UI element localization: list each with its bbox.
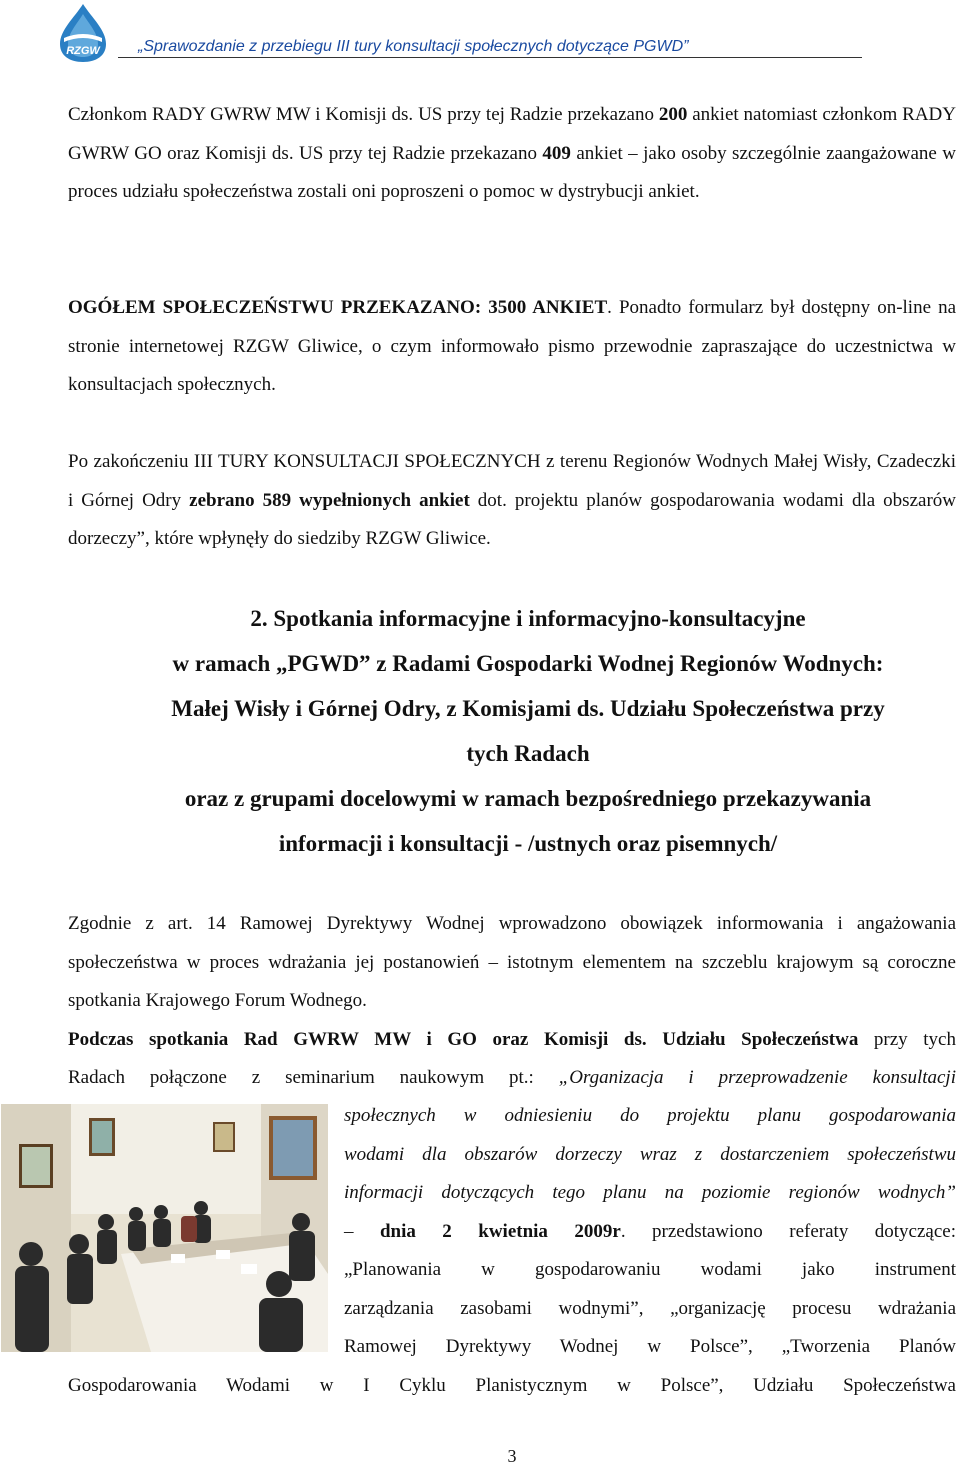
paragraph-total-surveys (68, 289, 956, 405)
seminar-title: wodami dla obszarów dorzeczy wraz z dostarczeniem społeczeństwu (344, 1144, 956, 1165)
heading-line: tych Radach (466, 741, 590, 766)
text: ankiet – jako osoby szczególnie zaangażowane w proces udziału społeczeństwa zostali oni poproszeni o pomoc w dystrybucji ankiet. (68, 142, 956, 202)
seminar-text-line (344, 1174, 956, 1213)
seminar-title: społecznych w odniesieniu do projektu planu gospodarowania (344, 1105, 956, 1126)
total-surveys-emphasis: OGÓŁEM SPOŁECZEŃSTWU PRZEKAZANO: 3500 ANKIET (68, 297, 608, 318)
count-409: 409 (542, 142, 571, 164)
text: „Planowania w gospodarowaniu wodami jako instrument (344, 1259, 956, 1280)
paragraph-collected-surveys (68, 443, 956, 559)
text: Gospodarowania Wodami w I Cyklu Planistycznym w Polsce”, Udziału Społeczeństwa (68, 1375, 956, 1396)
text: przy tych (858, 1029, 956, 1050)
count-200: 200 (658, 104, 688, 125)
presentations-line (344, 1290, 956, 1329)
paragraph-survey-distribution (68, 96, 956, 212)
presentations-line (344, 1328, 956, 1367)
seminar-text-line (344, 1097, 956, 1136)
header-title: „Sprawozdanie z przebiegu III tury konsultacji społecznych dotyczące PGWD” (138, 38, 689, 55)
rzgw-logo (50, 2, 116, 64)
text: . przedstawiono referaty dotyczące: (620, 1221, 956, 1242)
text: Członkom RADY GWRW MW i Komisji ds. US przy tej Radzie przekazano (68, 104, 659, 125)
meeting-photo-illustration (1, 1104, 328, 1352)
paragraph-meeting-line2 (68, 1059, 956, 1098)
section-heading (68, 596, 960, 866)
text: dot. projektu planów gospodarowania wodami dla obszarów dorzeczy”, które wpłynęły do siedziby RZGW Gliwice. (68, 489, 956, 549)
text: ankiet natomiast członkom RADY GWRW GO oraz Komisji ds. US przy tej Radzie przekazano (68, 104, 956, 164)
seminar-date: dnia 2 kwietnia 2009r (379, 1221, 621, 1242)
text: Po zakończeniu III TURY KONSULTACJI SPOŁECZNYCH z terenu Regionów Wodnych Małej Wisły, Czadeczki i Górnej Odry (68, 451, 956, 511)
text: Zgodnie z art. 14 Ramowej Dyrektywy Wodnej wprowadzono obowiązek informowania i angażowania społeczeństwa w proces wdrażania jej postanowień – istotnym elementem na szczeblu krajowym są coroczne spotkania Krajowego Forum Wodnego. (68, 913, 956, 1011)
heading-line: informacji i konsultacji - /ustnych oraz pisemnych/ (278, 831, 778, 856)
page-number: 3 (507, 1446, 517, 1466)
text: – (344, 1221, 380, 1242)
page-header (50, 2, 862, 64)
seminar-date-line (344, 1213, 956, 1252)
header-rule (118, 57, 862, 58)
collected-surveys-emphasis: zebrano 589 wypełnionych ankiet (189, 489, 470, 511)
meeting-photo (1, 1104, 328, 1352)
heading-line: 2. Spotkania informacyjne i informacyjno-konsultacyjne (250, 606, 806, 631)
text: . Ponadto formularz był dostępny on-line na stronie internetowej RZGW Gliwice, o czym informowało pismo przewodnie zapraszające do uczestnictwa w konsultacjach społecznych. (68, 297, 956, 395)
seminar-title: „Organizacja i przeprowadzenie konsultacji (558, 1067, 956, 1088)
text: Ramowej Dyrektywy Wodnej w Polsce”, „Tworzenia Planów (344, 1336, 956, 1357)
heading-line: Małej Wisły i Górnej Odry, z Komisjami ds. Udziału Społeczeństwa przy (171, 696, 885, 721)
meeting-emphasis: Podczas spotkania Rad GWRW MW i GO oraz Komisji ds. Udziału Społeczeństwa (68, 1029, 859, 1050)
seminar-text-line (344, 1136, 956, 1175)
paragraph-meeting-line1 (68, 1021, 956, 1060)
heading-line: w ramach „PGWD” z Radami Gospodarki Wodnej Regionów Wodnych: (172, 651, 884, 676)
presentations-line-full (68, 1367, 956, 1406)
heading-line: oraz z grupami docelowymi w ramach bezpośredniego przekazywania (184, 786, 872, 811)
text: Radach połączone z seminarium naukowym pt.: (68, 1067, 559, 1088)
logo-text: RZGW (66, 45, 100, 57)
seminar-title: informacji dotyczących tego planu na poziomie regionów wodnych” (344, 1182, 956, 1203)
presentations-line (344, 1251, 956, 1290)
paragraph-framework-directive (68, 905, 956, 1021)
text: zarządzania zasobami wodnymi”, „organizację procesu wdrażania (344, 1298, 956, 1319)
